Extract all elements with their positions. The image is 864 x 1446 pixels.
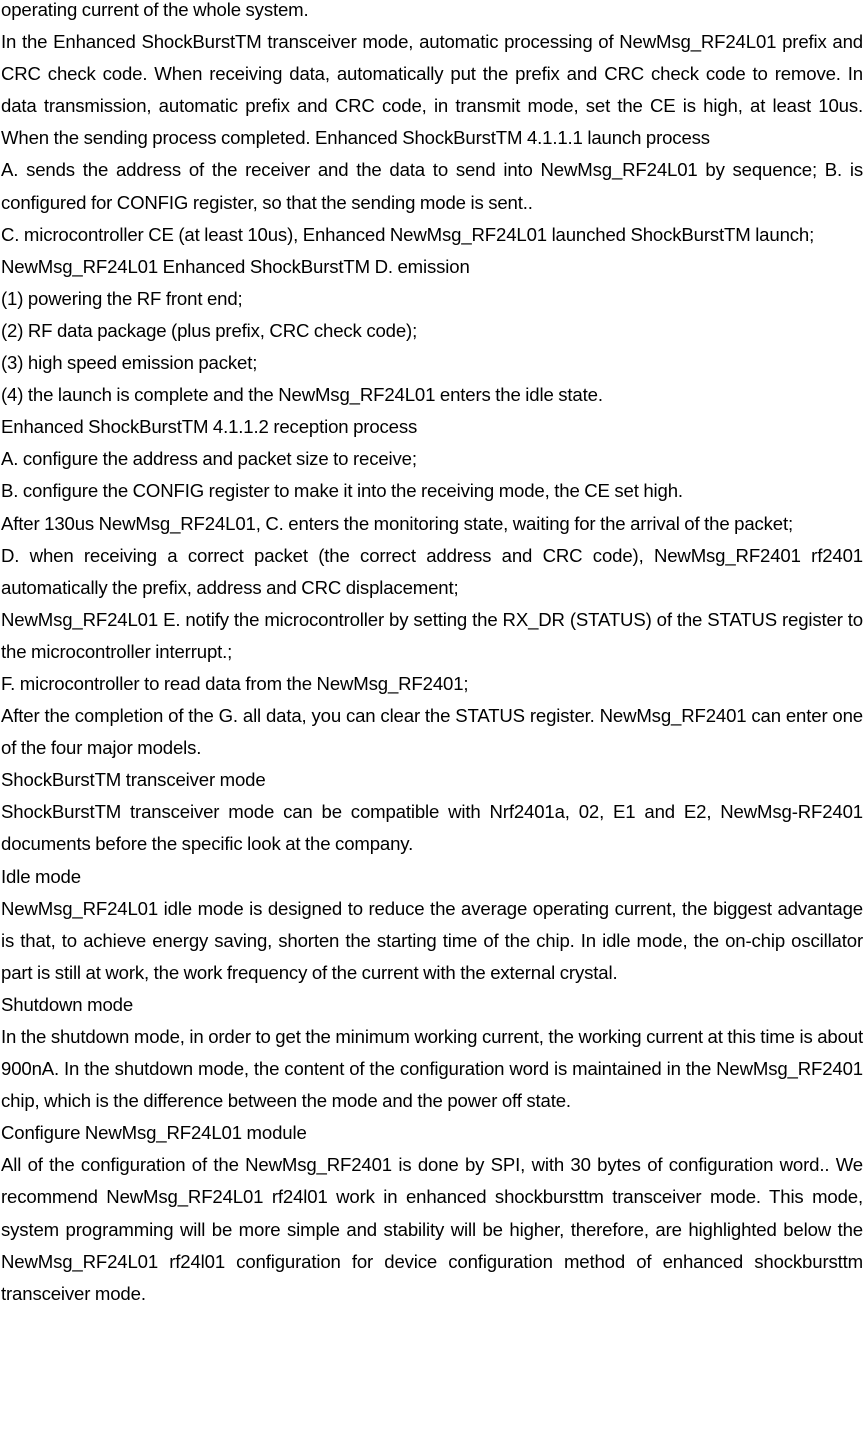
paragraph-shockburst-mode: ShockBurstTM transceiver mode can be compatible with Nrf2401a, 02, E1 and E2, NewMsg-RF2401 documents before the specific look at the company. [1, 801, 863, 855]
list-item-emission-4: (4) the launch is complete and the NewMsg_RF24L01 enters the idle state. [1, 384, 603, 406]
paragraph-reception-step-g: After the completion of the G. all data, you can clear the STATUS register. NewMsg_RF2401 can enter one of the four major models. [1, 705, 863, 759]
paragraph-idle-mode: NewMsg_RF24L01 idle mode is designed to reduce the average operating current, the biggest advantage is that, to achieve energy saving, shorten the starting time of the chip. In idle mode, the on-chip oscillator part is still at work, the work frequency of the current with the external crystal. [1, 897, 863, 983]
paragraph-operating-current: operating current of the whole system. [1, 0, 309, 20]
paragraph-launch-step-c: C. microcontroller CE (at least 10us), Enhanced NewMsg_RF24L01 launched ShockBurstTM launch; [1, 223, 815, 245]
paragraph-enhanced-mode-intro: In the Enhanced ShockBurstTM transceiver mode, automatic processing of NewMsg_RF24L01 prefix and CRC check code. When receiving data, automatically put the prefix and CRC check code to remove. In data transmission, automatic prefix and CRC code, in transmit mode, set the CE is high, at least 10us. When the sending process completed. Enhanced ShockBurstTM 4.1.1.1 launch process [1, 31, 863, 149]
paragraph-reception-step-a: A. configure the address and packet size to receive; [1, 448, 417, 470]
paragraph-emission-heading: NewMsg_RF24L01 Enhanced ShockBurstTM D. emission [1, 255, 470, 277]
paragraph-reception-step-b: B. configure the CONFIG register to make it into the receiving mode, the CE set high. [1, 480, 683, 502]
section-heading-configure-module: Configure NewMsg_RF24L01 module [1, 1122, 307, 1144]
list-item-emission-1: (1) powering the RF front end; [1, 287, 243, 309]
section-heading-idle-mode: Idle mode [1, 865, 81, 887]
paragraph-reception-step-e: NewMsg_RF24L01 E. notify the microcontroller by setting the RX_DR (STATUS) of the STATUS register to the microcontroller interrupt.; [1, 608, 863, 662]
paragraph-reception-step-f: F. microcontroller to read data from the NewMsg_RF2401; [1, 672, 469, 694]
paragraph-reception-step-c: After 130us NewMsg_RF24L01, C. enters the monitoring state, waiting for the arrival of the packet; [1, 512, 794, 534]
section-heading-shutdown-mode: Shutdown mode [1, 993, 134, 1015]
paragraph-shutdown-mode: In the shutdown mode, in order to get the minimum working current, the working current at this time is about 900nA. In the shutdown mode, the content of the configuration word is maintained in the NewMsg_RF2401 chip, which is the difference between the mode and the power off state. [1, 1026, 863, 1112]
list-item-emission-3: (3) high speed emission packet; [1, 352, 258, 374]
section-heading-shockburst-mode: ShockBurstTM transceiver mode [1, 769, 266, 791]
paragraph-launch-step-a-b: A. sends the address of the receiver and the data to send into NewMsg_RF24L01 by sequence; B. is configured for CONFIG register, so that the sending mode is sent.. [1, 159, 863, 213]
section-heading-reception-process: Enhanced ShockBurstTM 4.1.1.2 reception process [1, 416, 418, 438]
paragraph-reception-step-d: D. when receiving a correct packet (the correct address and CRC code), NewMsg_RF2401 rf2401 automatically the prefix, address and CRC displacement; [1, 544, 863, 598]
paragraph-configure-module: All of the configuration of the NewMsg_RF2401 is done by SPI, with 30 bytes of configuration word.. We recommend NewMsg_RF24L01 rf24l01 work in enhanced shockbursttm transceiver mode. This mode, system programming will be more simple and stability will be higher, therefore, are highlighted below the NewMsg_RF24L01 rf24l01 configuration for device configuration method of enhanced shockbursttm transceiver mode. [1, 1154, 863, 1304]
list-item-emission-2: (2) RF data package (plus prefix, CRC check code); [1, 319, 418, 341]
